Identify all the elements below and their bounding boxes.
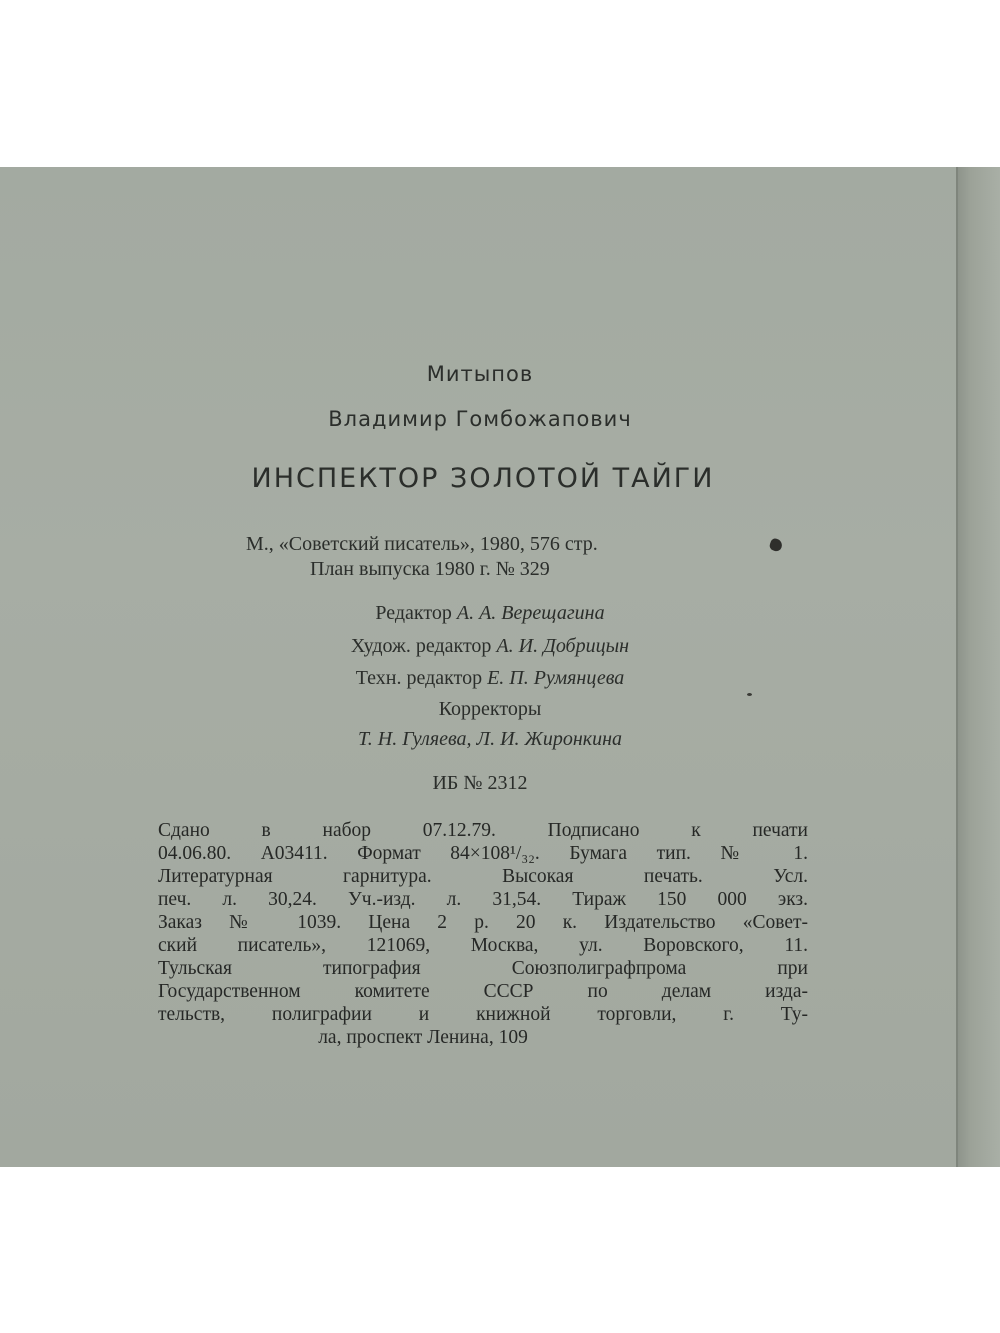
- credit-person: Е. П. Румянцева: [487, 667, 625, 689]
- release-plan: План выпуска 1980 г. № 329: [310, 558, 550, 580]
- credit-editor: [0, 602, 980, 625]
- credit-role: Техн. редактор: [355, 667, 483, 689]
- author-full-name: Владимир Гомбожапович: [328, 407, 632, 431]
- credit-tech-editor: [0, 667, 980, 690]
- imprint-line: печ. л. 30,24. Уч.-изд. л. 31,54. Тираж 150 000 экз.: [158, 889, 808, 910]
- book-title: ИНСПЕКТОР ЗОЛОТОЙ ТАЙГИ: [251, 463, 715, 494]
- credit-art-editor: [0, 635, 980, 658]
- imprint-line: ла, проспект Ленина, 109: [318, 1027, 528, 1048]
- credit-person: А. И. Добрицын: [496, 635, 630, 657]
- imprint-line: Тульская типография Союзполиграфпрома при: [158, 958, 808, 979]
- credit-role: Редактор: [375, 602, 452, 624]
- credit-correctors-names: [0, 728, 980, 751]
- credit-person: Т. Н. Гуляева, Л. И. Жиронкина: [357, 728, 623, 750]
- credit-correctors-heading: [0, 698, 980, 721]
- imprint-line: Заказ № 1039. Цена 2 р. 20 к. Издательство «Совет-: [158, 912, 808, 933]
- imprint-block: [158, 819, 808, 1049]
- book-page-photo: [0, 167, 1000, 1167]
- author-last-name: Митыпов: [426, 362, 534, 386]
- imprint-line: ский писатель», 121069, Москва, ул. Воровского, 11.: [158, 935, 808, 956]
- imprint-line: Литературная гарнитура. Высокая печать. Усл.: [158, 866, 808, 887]
- credit-person: А. А. Верещагина: [456, 602, 605, 624]
- ib-number: ИБ № 2312: [432, 772, 528, 794]
- imprint-line: тельств, полиграфии и книжной торговли, г. Ту-: [158, 1004, 808, 1025]
- credit-role: Корректоры: [438, 698, 542, 720]
- imprint-line: Сдано в набор 07.12.79. Подписано к печати: [158, 820, 808, 841]
- ink-blot: [768, 537, 783, 552]
- credit-role: Худож. редактор: [350, 635, 492, 657]
- imprint-line: Государственном комитете СССР по делам изда-: [158, 981, 808, 1002]
- imprint-line: 04.06.80. А03411. Формат 84×108¹/₃₂. Бумага тип. № 1.: [158, 843, 808, 864]
- publication-line: М., «Советский писатель», 1980, 576 стр.: [246, 533, 598, 555]
- ink-speck: [747, 693, 752, 696]
